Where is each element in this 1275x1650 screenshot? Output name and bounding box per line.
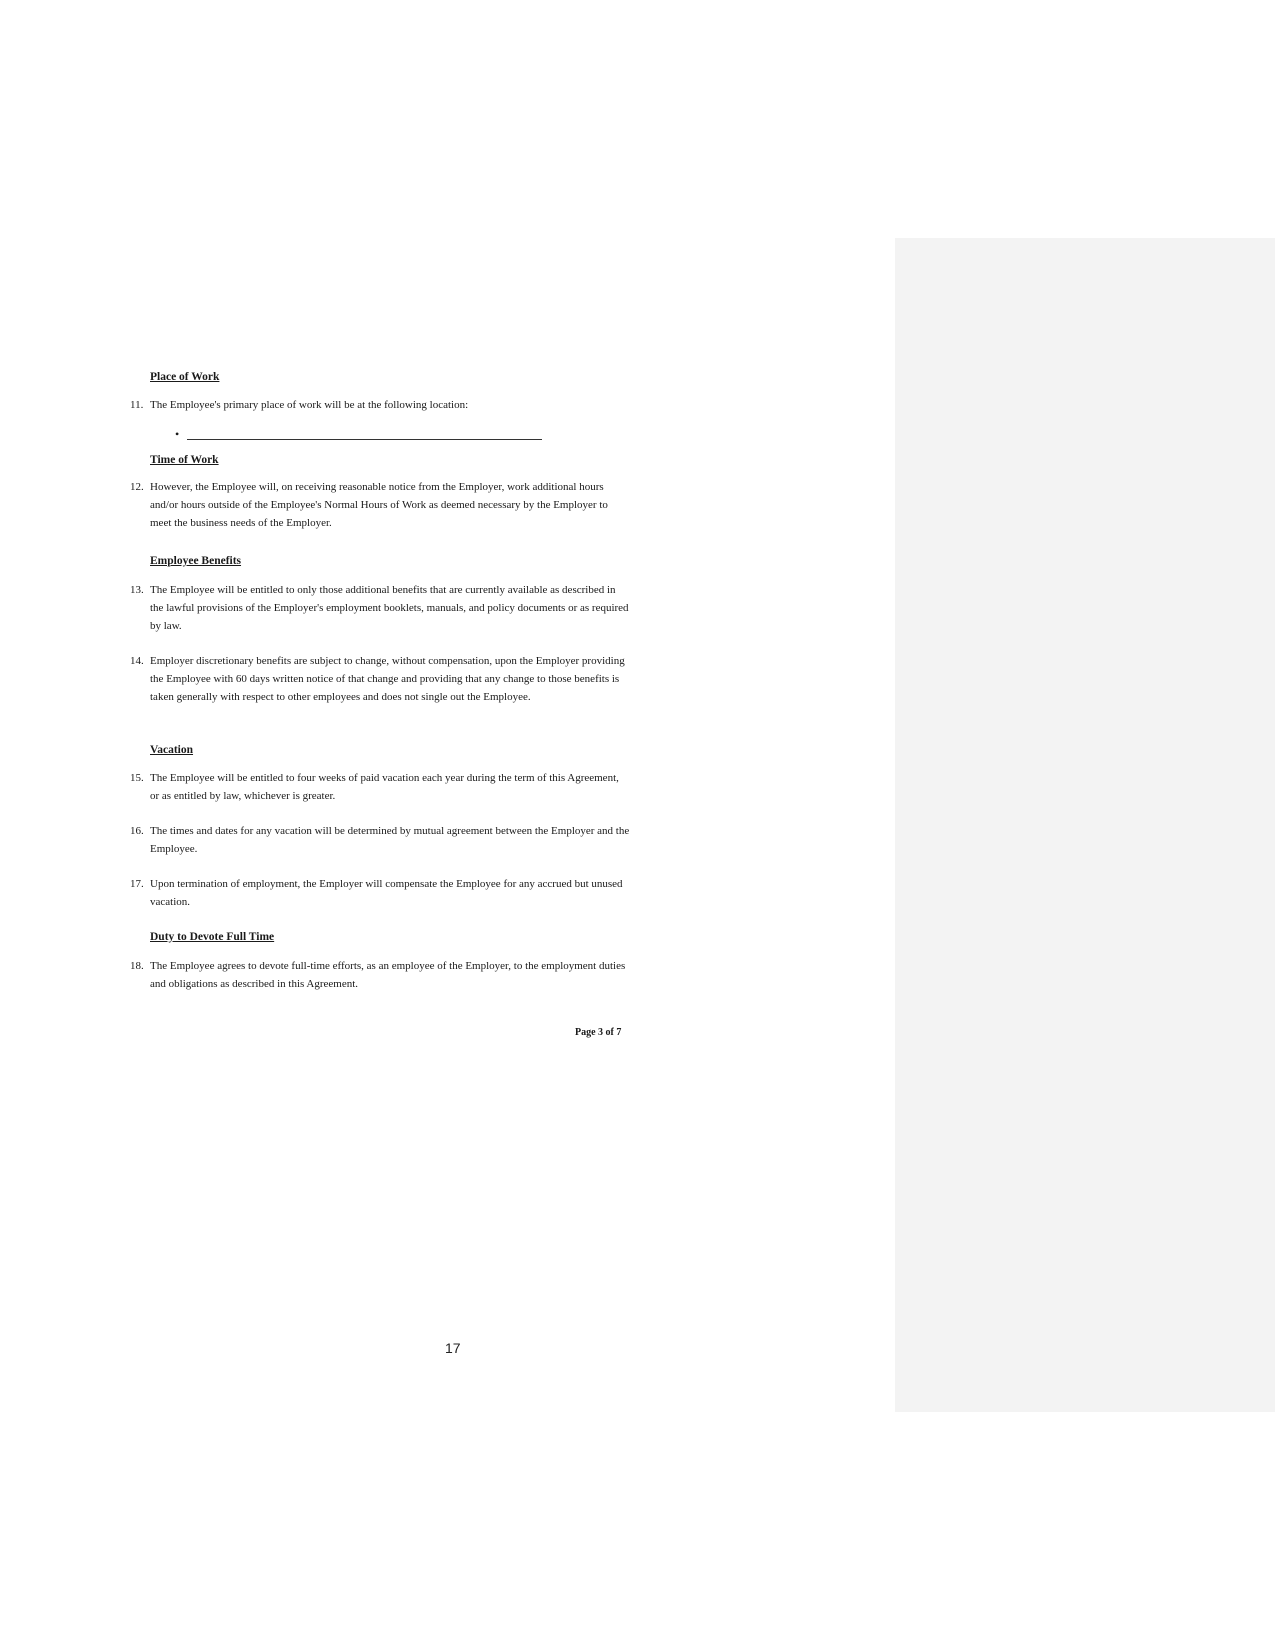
clause-text: However, the Employee will, on receiving reasonable notice from the Employer, work additional hours and/or hours outside of the Employee's Normal Hours of Work as deemed necessary by the Employer to meet the business needs of the Employer. (150, 481, 608, 529)
heading-place-of-work: Place of Work (150, 371, 220, 383)
clause-text: Employer discretionary benefits are subject to change, without compensation, upon the Employer providing the Employee with 60 days written notice of that change and providing that any change to those benefits is taken generally with respect to other employees and does not single out the Employee. (150, 655, 625, 703)
clause-text: The Employee's primary place of work will be at the following location: (150, 399, 469, 411)
heading-duty-full-time: Duty to Devote Full Time (150, 931, 275, 943)
comment-pane (895, 238, 1275, 1412)
clause-text: The Employee agrees to devote full-time efforts, as an employee of the Employer, to the employment duties and obligations as described in this Agreement. (150, 960, 626, 990)
clause-18 (130, 957, 630, 993)
clause-15 (130, 769, 630, 805)
scanned-page-indicator: Page 3 of 7 (575, 1027, 622, 1038)
clause-text: The Employee will be entitled to four weeks of paid vacation each year during the term of this Agreement, or as entitled by law, whichever is greater. (150, 772, 619, 802)
clause-13 (130, 581, 630, 635)
clause-number: 14. (130, 655, 144, 667)
clause-number: 12. (130, 481, 144, 493)
clause-number: 17. (130, 878, 144, 890)
blank-underline (187, 439, 542, 440)
page-number: 17 (445, 1340, 461, 1356)
clause-number: 16. (130, 825, 144, 837)
clause-17 (130, 875, 630, 911)
clause-11 (130, 396, 630, 414)
clause-14 (130, 652, 630, 706)
clause-text: Upon termination of employment, the Employer will compensate the Employee for any accrued but unused vacation. (150, 878, 623, 908)
location-blank-field (175, 427, 540, 441)
heading-time-of-work: Time of Work (150, 454, 219, 466)
clause-number: 18. (130, 960, 144, 972)
clause-12 (130, 478, 630, 532)
clause-number: 13. (130, 584, 144, 596)
clause-number: 11. (130, 399, 144, 411)
heading-vacation: Vacation (150, 744, 194, 756)
heading-employee-benefits: Employee Benefits (150, 555, 242, 567)
clause-text: The Employee will be entitled to only those additional benefits that are currently available as described in the lawful provisions of the Employer's employment booklets, manuals, and policy documents or as required by law. (150, 584, 629, 632)
bullet: • (175, 427, 180, 441)
clause-text: The times and dates for any vacation will be determined by mutual agreement between the Employer and the Employee. (150, 825, 630, 855)
clause-number: 15. (130, 772, 144, 784)
clause-16 (130, 822, 630, 858)
